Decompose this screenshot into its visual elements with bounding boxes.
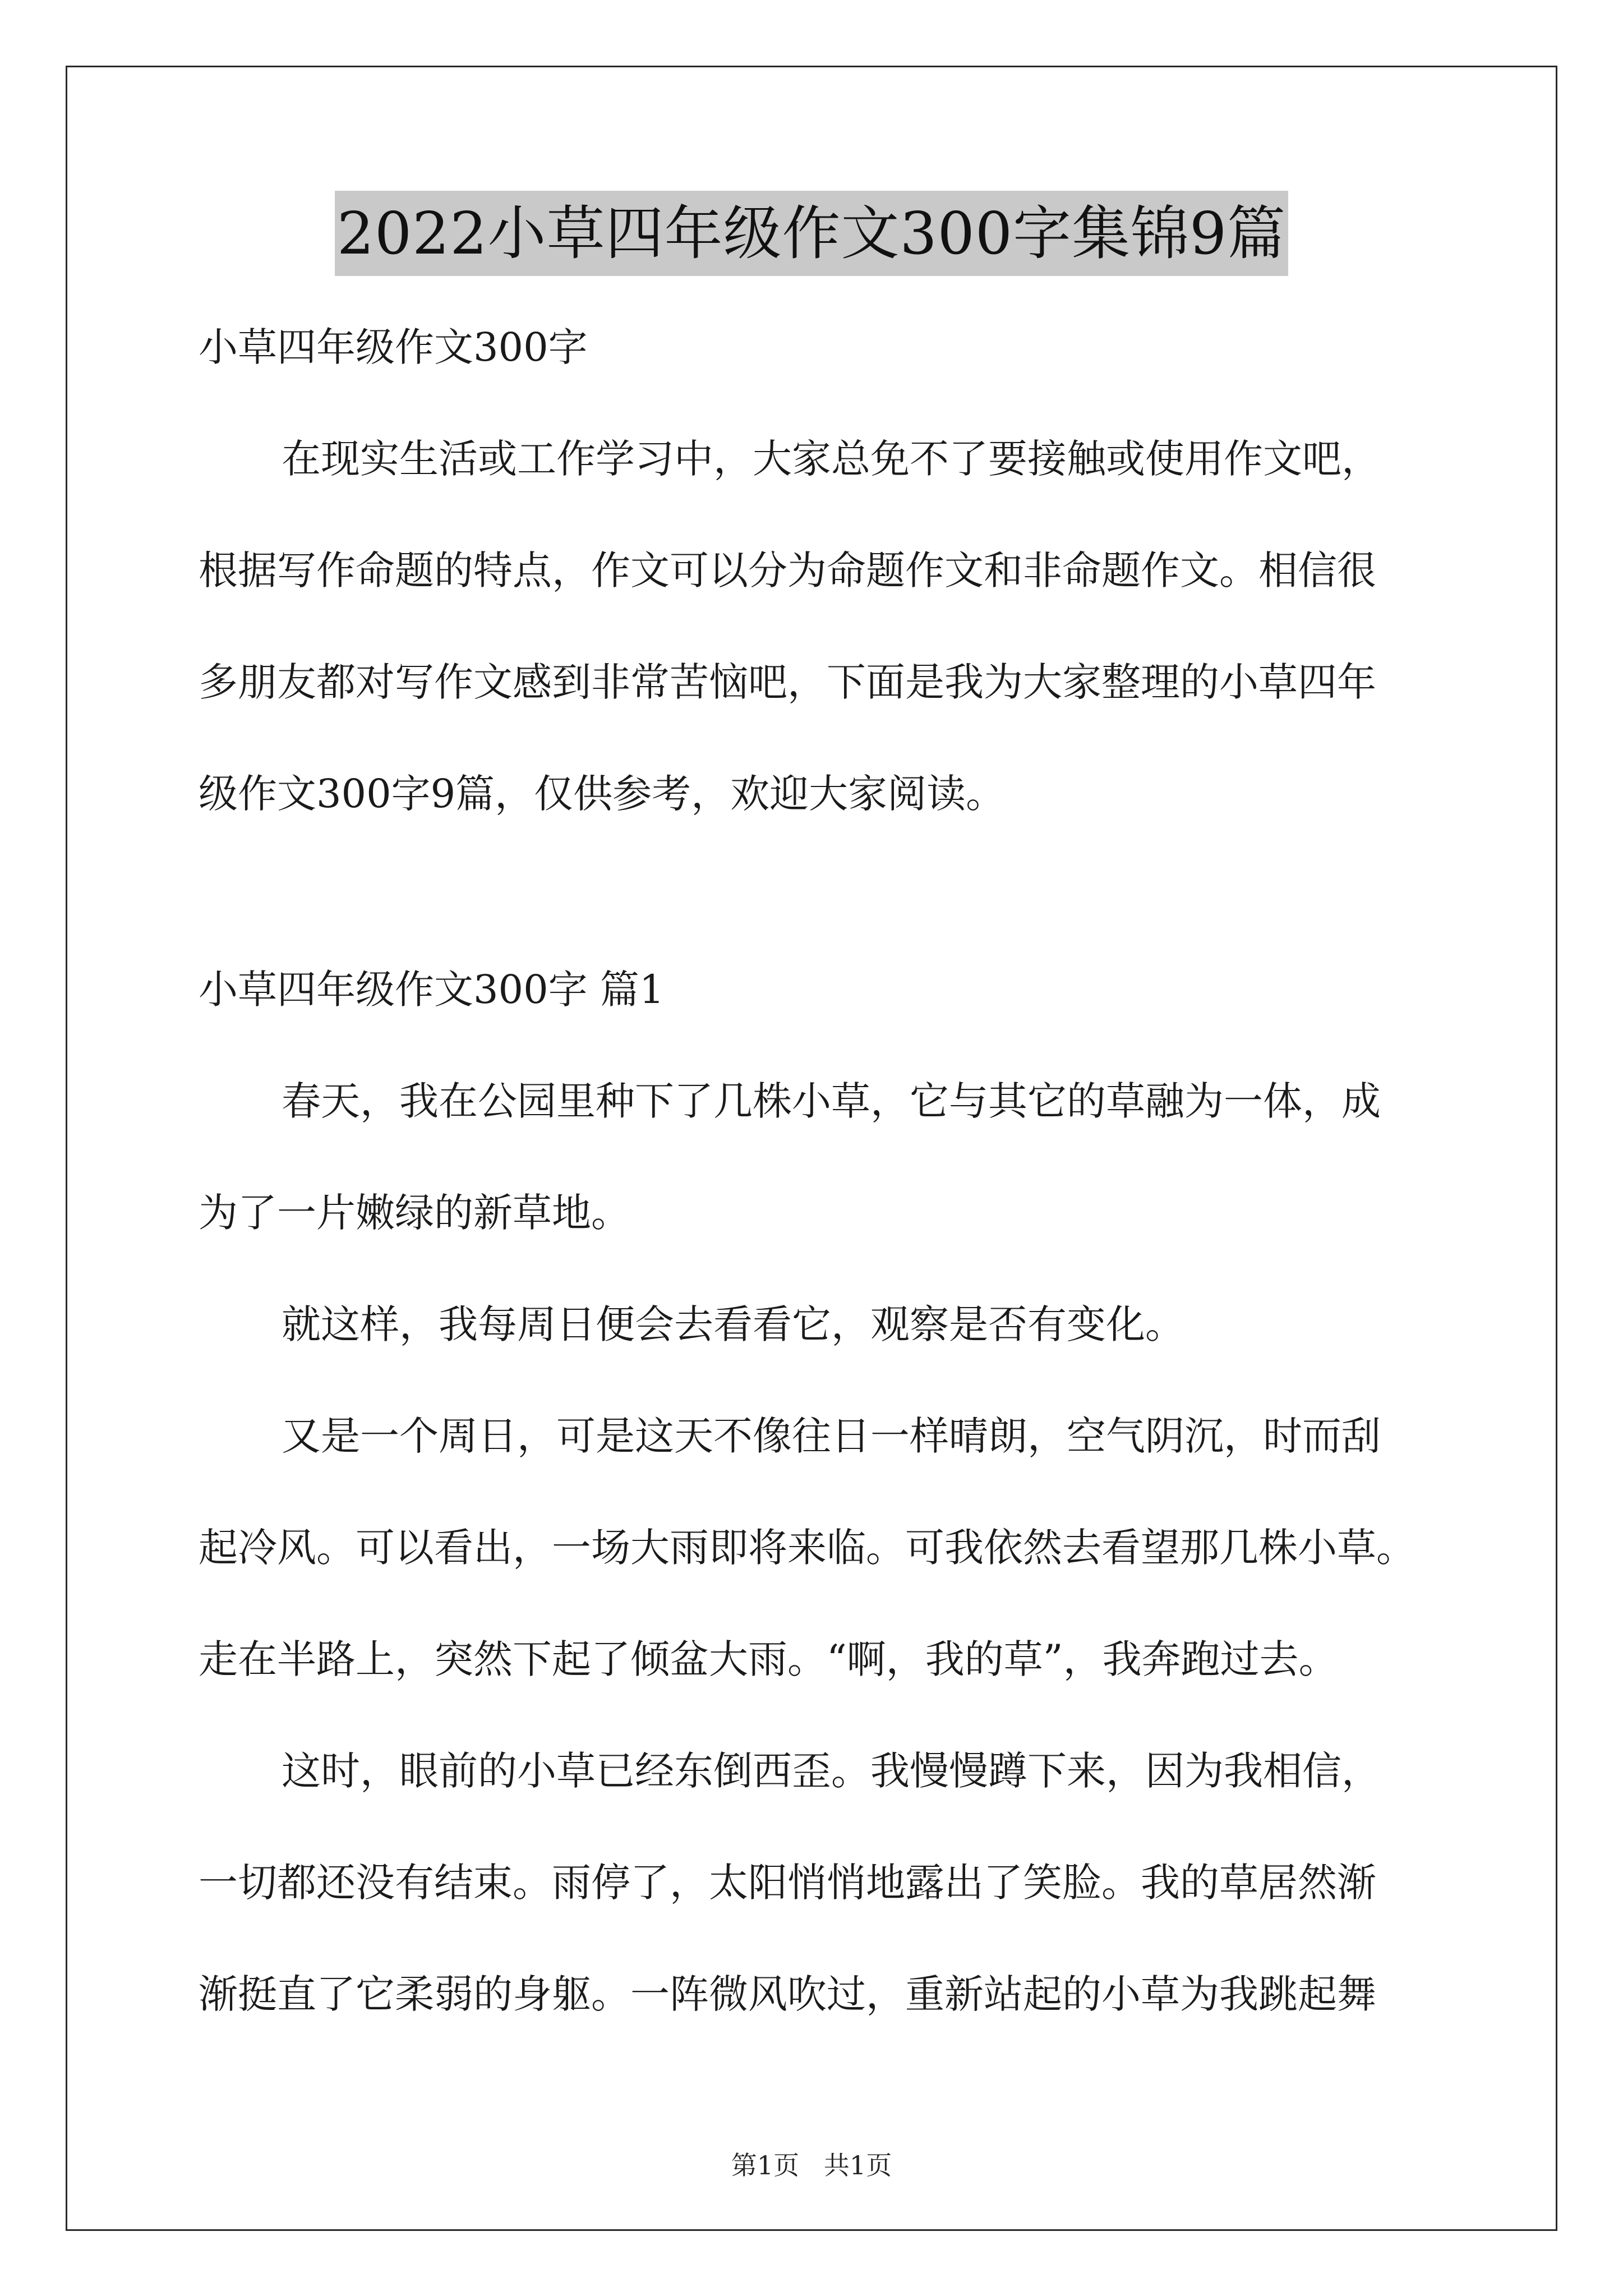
document-body (199, 292, 1432, 2050)
paragraph-line: 这时，眼前的小草已经东倒西歪。我慢慢蹲下来，因为我相信， (282, 1748, 1381, 1794)
paragraph-line: 就这样，我每周日便会去看看它，观察是否有变化。 (282, 1301, 1184, 1347)
page-footer: 第1页 共1页 (731, 2150, 892, 2180)
intro-line: 级作文300字9篇，仅供参考，欢迎大家阅读。 (199, 771, 1006, 817)
intro-line: 多朋友都对写作文感到非常苦恼吧，下面是我为大家整理的小草四年 (199, 659, 1376, 705)
intro-heading: 小草四年级作文300字 (199, 324, 588, 370)
paragraph-line: 为了一片嫩绿的新草地。 (199, 1190, 630, 1236)
paragraph-line: 渐挺直了它柔弱的身躯。一阵微风吹过，重新站起的小草为我跳起舞 (199, 1971, 1376, 2017)
paragraph-line: 起冷风。可以看出，一场大雨即将来临。可我依然去看望那几株小草。 (199, 1525, 1415, 1571)
paragraph-line: 又是一个周日，可是这天不像往日一样晴朗，空气阴沉，时而刮 (282, 1413, 1381, 1459)
intro-line: 在现实生活或工作学习中，大家总免不了要接触或使用作文吧， (282, 436, 1381, 482)
paragraph-line: 走在半路上，突然下起了倾盆大雨。“啊，我的草”，我奔跑过去。 (199, 1636, 1338, 1682)
title-wrap (0, 191, 1623, 276)
paragraph-line: 一切都还没有结束。雨停了，太阳悄悄地露出了笑脸。我的草居然渐 (199, 1860, 1376, 1906)
document-title: 2022小草四年级作文300字集锦9篇 (335, 191, 1288, 276)
paragraph-line: 春天，我在公园里种下了几株小草，它与其它的草融为一体，成 (282, 1078, 1381, 1124)
section-gap (199, 850, 1432, 934)
intro-line: 根据写作命题的特点，作文可以分为命题作文和非命题作文。相信很 (199, 547, 1376, 593)
section-heading: 小草四年级作文300字 篇1 (199, 967, 665, 1013)
